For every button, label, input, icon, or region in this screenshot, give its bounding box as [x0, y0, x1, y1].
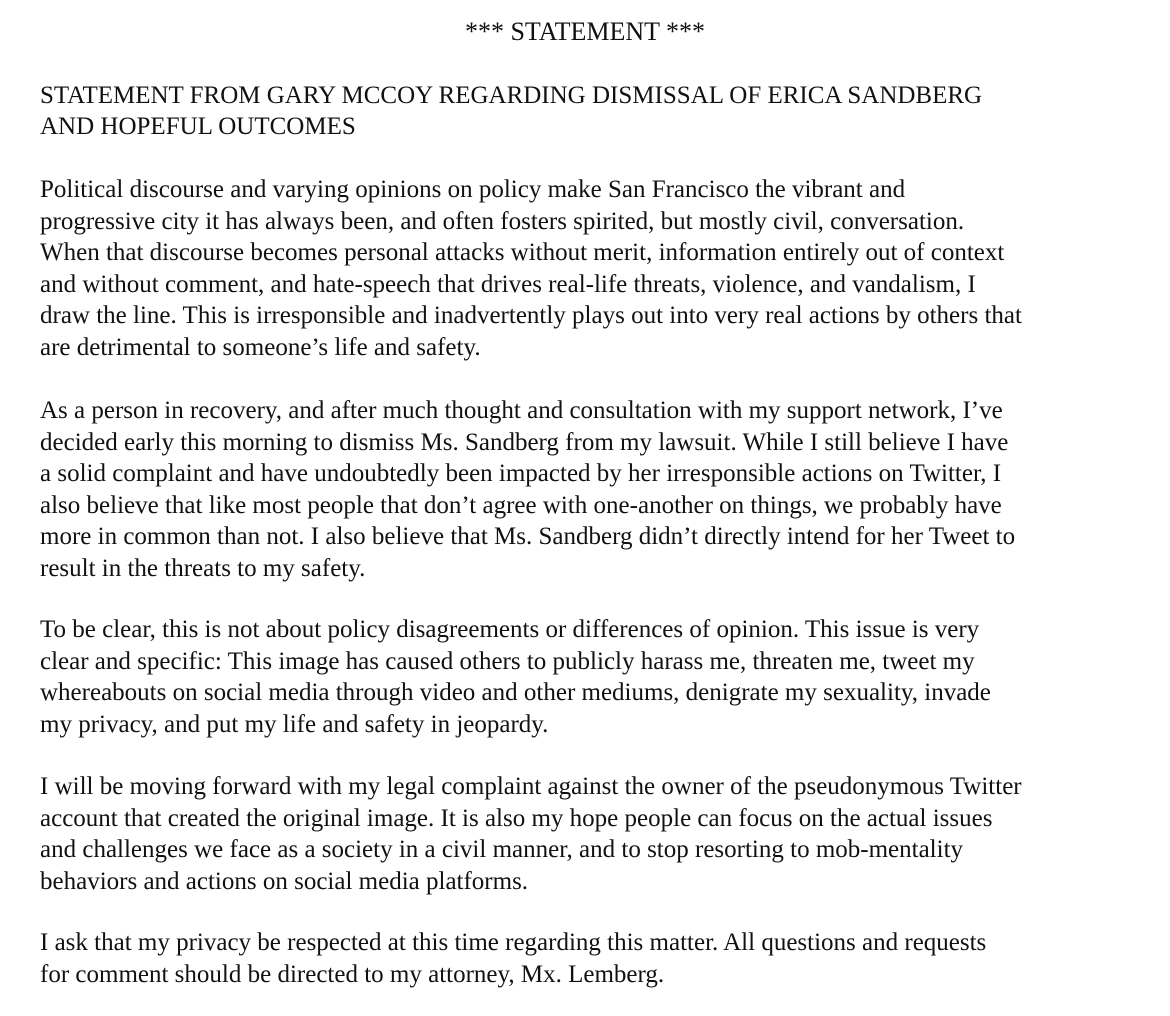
paragraph-2 [40, 395, 1120, 584]
paragraph-line: draw the line. This is irresponsible and inadvertently plays out into very real actions by others that [40, 302, 1022, 329]
paragraph-line: decided early this morning to dismiss Ms. Sandberg from my lawsuit. While I still believe I have [40, 428, 1009, 456]
paragraph-line: account that created the original image. It is also my hope people can focus on the actual issues [40, 804, 993, 832]
paragraph-4 [40, 771, 1120, 897]
paragraph-1 [40, 174, 1120, 363]
paragraph-line: also believe that like most people that don’t agree with one-another on things, we probably have [40, 491, 1002, 519]
paragraph-line: As a person in recovery, and after much thought and consultation with my support network, I’ve [40, 397, 1003, 424]
paragraph-line: are detrimental to someone’s life and safety. [40, 333, 481, 361]
paragraph-line: my privacy, and put my life and safety in jeopardy. [40, 710, 549, 738]
paragraph-line: a solid complaint and have undoubtedly been impacted by her irresponsible actions on Twitter, I [40, 460, 1002, 487]
paragraph-line: more in common than not. I also believe that Ms. Sandberg didn’t directly intend for her Tweet to [40, 523, 1016, 550]
paragraph-line: result in the threats to my safety. [40, 554, 366, 582]
paragraph-5 [40, 927, 1120, 990]
paragraph-3 [40, 614, 1120, 740]
subheading-line: AND HOPEFUL OUTCOMES [40, 113, 356, 140]
paragraph-line: I ask that my privacy be respected at this time regarding this matter. All questions and requests [40, 929, 987, 956]
statement-heading: *** STATEMENT *** [464, 17, 706, 46]
paragraph-line: behaviors and actions on social media platforms. [40, 867, 529, 895]
paragraph-line: clear and specific: This image has caused others to publicly harass me, threaten me, tweet my [40, 647, 975, 675]
paragraph-line: I will be moving forward with my legal complaint against the owner of the pseudonymous Twitter [40, 773, 1022, 800]
paragraph-line: for comment should be directed to my attorney, Mx. Lemberg. [40, 960, 665, 988]
paragraph-line: progressive city it has always been, and often fosters spirited, but mostly civil, conversation. [40, 207, 965, 235]
paragraph-line: Political discourse and varying opinions on policy make San Francisco the vibrant and [40, 176, 906, 203]
subheading-line: STATEMENT FROM GARY MCCOY REGARDING DISMISSAL OF ERICA SANDBERG [40, 82, 983, 109]
paragraph-line: whereabouts on social media through video and other mediums, denigrate my sexuality, invade [40, 679, 991, 706]
paragraph-line: and without comment, and hate-speech that drives real-life threats, violence, and vandalism, I [40, 270, 976, 298]
paragraph-line: and challenges we face as a society in a civil manner, and to stop resorting to mob-mentality [40, 836, 964, 863]
statement-subheading [40, 80, 1120, 142]
paragraph-line: To be clear, this is not about policy disagreements or differences of opinion. This issue is very [40, 616, 980, 643]
paragraph-line: When that discourse becomes personal attacks without merit, information entirely out of context [40, 239, 1005, 266]
